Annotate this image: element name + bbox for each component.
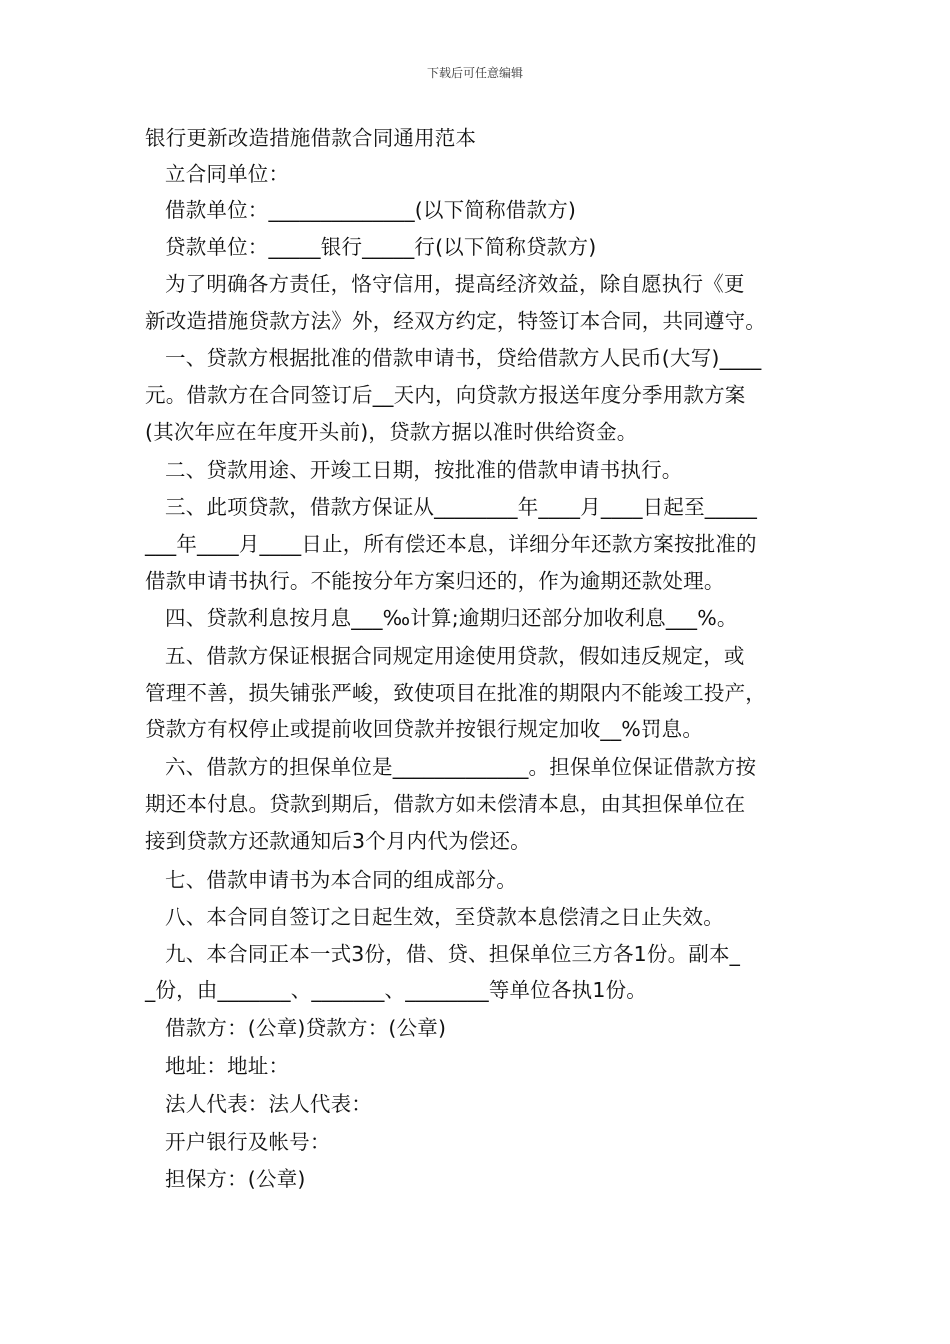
- clause-5-line-1: 五、借款方保证根据合同规定用途使用贷款，假如违反规定，或: [165, 644, 745, 668]
- header-note: 下载后可任意编辑: [426, 66, 523, 80]
- clause-8: 八、本合同自签订之日起生效，至贷款本息偿清之日止失效。: [165, 905, 724, 929]
- clause-1-line-2: 元。借款方在合同签订后__天内，向贷款方报送年度分季用款方案: [145, 383, 746, 407]
- signature-seal-line: 借款方：(公章)贷款方：(公章): [165, 1016, 447, 1040]
- guarantor-seal-line: 担保方：(公章): [165, 1167, 306, 1191]
- clause-6-line-2: 期还本付息。贷款到期后，借款方如未偿清本息，由其担保单位在: [145, 792, 746, 816]
- clause-5-line-3: 贷款方有权停止或提前收回贷款并按银行规定加收__%罚息。: [145, 717, 704, 741]
- borrower-unit-line: 借款单位：______________(以下简称借款方): [165, 198, 577, 222]
- clause-1-line-3: (其次年应在年度开头前)，贷款方据以准时供给资金。: [145, 420, 638, 444]
- clause-7: 七、借款申请书为本合同的组成部分。: [165, 868, 517, 892]
- preamble-line-2: 新改造措施贷款方法》外，经双方约定，特签订本合同，共同遵守。: [145, 309, 766, 333]
- clause-9-line-1: 九、本合同正本一式3份，借、贷、担保单位三方各1份。副本_: [165, 942, 741, 966]
- lender-unit-line: 贷款单位：_____银行_____行(以下简称贷款方): [165, 235, 597, 259]
- clause-6-line-1: 六、借款方的担保单位是_____________。担保单位保证借款方按: [165, 755, 757, 779]
- clause-1-line-1: 一、贷款方根据批准的借款申请书，贷给借款方人民币(大写)____: [165, 346, 762, 370]
- clause-5-line-2: 管理不善，损失铺张严峻，致使项目在批准的期限内不能竣工投产，: [145, 681, 766, 705]
- clause-3-line-1: 三、此项贷款，借款方保证从________年____月____日起至_____: [165, 495, 758, 519]
- document-title: 银行更新改造措施借款合同通用范本: [145, 126, 477, 150]
- clause-3-line-2: ___年____月____日止，所有偿还本息，详细分年还款方案按批准的: [145, 532, 757, 556]
- preamble-line-1: 为了明确各方责任，恪守信用，提高经济效益，除自愿执行《更: [165, 272, 745, 296]
- clause-3-line-3: 借款申请书执行。不能按分年方案归还的，作为逾期还款处理。: [145, 569, 725, 593]
- clause-4: 四、贷款利息按月息___‰计算;逾期归还部分加收利息___%。: [165, 606, 738, 630]
- signature-bank-account-line: 开户银行及帐号：: [165, 1130, 331, 1154]
- clause-6-line-3: 接到贷款方还款通知后3个月内代为偿还。: [145, 829, 531, 853]
- clause-9-line-2: _份，由_______、_______、________等单位各执1份。: [145, 978, 647, 1002]
- parties-heading: 立合同单位：: [165, 162, 290, 186]
- signature-address-line: 地址：地址：: [165, 1054, 290, 1078]
- signature-legal-rep-line: 法人代表：法人代表：: [165, 1092, 372, 1116]
- clause-2: 二、贷款用途、开竣工日期，按批准的借款申请书执行。: [165, 458, 683, 482]
